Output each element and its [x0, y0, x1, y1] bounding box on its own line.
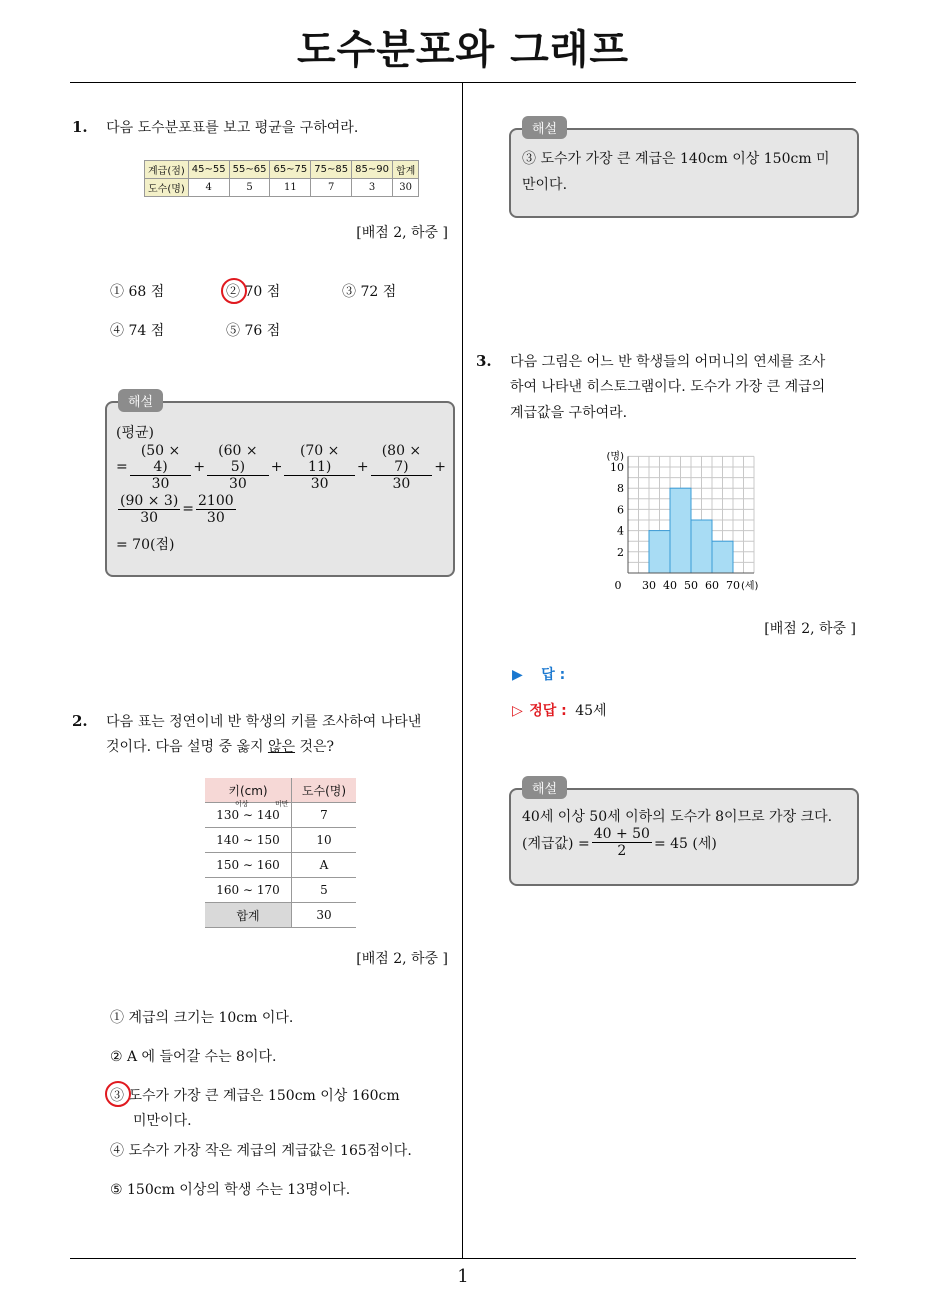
table-row — [145, 179, 419, 197]
correct-value: 45세 — [575, 703, 607, 719]
table-header: 키(cm) — [205, 778, 292, 803]
table-cell: 합계 — [392, 161, 418, 179]
q1-number: 1. — [72, 118, 88, 136]
equals-sign: = — [182, 501, 195, 517]
numerator: (70 × 11) — [284, 443, 354, 476]
x-tick-label: 70 — [726, 579, 740, 592]
table-cell: 4 — [188, 179, 229, 197]
page-title: 도수분포와 그래프 — [296, 27, 630, 73]
top-rule — [70, 82, 856, 83]
q1-solution-content — [116, 422, 446, 554]
x-unit-label: (세) — [741, 581, 759, 592]
table-cell: 7 — [292, 803, 357, 828]
table-cell: 150 ∼ 160 — [205, 853, 292, 878]
table-cell: 7 — [311, 179, 352, 197]
q1-choice-2[interactable]: ② 70 점 — [226, 284, 281, 300]
y-tick-label: 4 — [617, 524, 624, 538]
numerator: (80 × 7) — [371, 443, 433, 476]
q3-solution-tag: 해설 — [522, 776, 567, 799]
x-tick-label: 40 — [663, 579, 677, 592]
denominator: 30 — [151, 475, 170, 492]
table-row — [205, 803, 356, 828]
numerator: (50 × 4) — [130, 443, 192, 476]
solution-equation-line — [116, 488, 446, 530]
fraction — [196, 493, 236, 526]
plus-sign: + — [356, 459, 369, 475]
q3-text-line3: 계급값을 구하여라. — [510, 405, 628, 421]
table-cell: A — [292, 853, 357, 878]
x-tick-label: 60 — [705, 579, 719, 592]
fraction — [592, 826, 652, 859]
small-label: 미만 — [275, 800, 289, 808]
correct-label: 정답 : — [529, 703, 567, 719]
plus-sign: + — [193, 459, 206, 475]
table-cell: 85∼90 — [352, 161, 393, 179]
histogram-bar — [670, 488, 691, 573]
small-label: 이상 — [235, 800, 249, 808]
q1-score: [배점 2, 하중 ] — [356, 225, 448, 241]
q1-question — [72, 116, 358, 139]
fraction — [371, 443, 433, 492]
table-cell: 5 — [292, 878, 357, 903]
q2-choice-2[interactable]: ② A 에 들어갈 수는 8이다. — [110, 1049, 277, 1065]
answer-circle-mark — [105, 1081, 131, 1107]
q2-text-part: 것은? — [295, 739, 335, 755]
q3-solution-line1: 40세 이상 50세 이하의 도수가 8이므로 가장 크다. — [522, 809, 833, 825]
q2-height-table — [205, 778, 356, 928]
table-row — [205, 903, 356, 928]
q2-choice-3-cont: 미만이다. — [133, 1113, 192, 1129]
numerator: (90 × 3) — [120, 492, 179, 509]
table-cell: 도수(명) — [145, 179, 189, 197]
table-cell: 55∼65 — [229, 161, 270, 179]
q2-question-line1 — [72, 710, 421, 733]
q2-choice-5[interactable]: ⑤ 150cm 이상의 학생 수는 13명이다. — [110, 1182, 351, 1198]
q2-number: 2. — [72, 712, 88, 730]
histogram-bar — [712, 541, 733, 573]
page-number: 1 — [457, 1266, 469, 1287]
table-row — [145, 161, 419, 179]
q2-text-part: 것이다. 다음 설명 중 옳지 — [106, 739, 268, 755]
y-tick-label: 6 — [617, 503, 624, 517]
table-cell — [205, 800, 292, 828]
q3-number: 3. — [476, 352, 492, 370]
table-cell: 160 ∼ 170 — [205, 878, 292, 903]
q3-text-line1: 다음 그림은 어느 반 학생들의 어머니의 연세를 조사 — [510, 354, 826, 370]
table-cell: 계급(점) — [145, 161, 189, 179]
q2-solution-box — [509, 128, 859, 218]
denominator: 30 — [140, 509, 159, 526]
correct-answer-row — [512, 700, 607, 720]
q2-question-line2 — [106, 736, 334, 758]
q2-choice-3[interactable]: ③ 도수가 가장 큰 계급은 150cm 이상 160cm — [110, 1088, 400, 1104]
denominator: 30 — [310, 475, 329, 492]
table-cell: 10 — [292, 828, 357, 853]
q2-solution-tag: 해설 — [522, 116, 567, 139]
q3-question-line1 — [476, 350, 825, 373]
q2-score: [배점 2, 하중 ] — [356, 951, 448, 967]
q1-choice-4[interactable]: ④ 74 점 — [110, 323, 165, 339]
q2-solution-line2: 만이다. — [522, 177, 568, 193]
y-tick-label: 2 — [617, 545, 624, 559]
x-tick-label: 0 — [614, 579, 622, 592]
fraction — [284, 443, 354, 492]
cell-text: 130 ∼ 140 — [216, 808, 280, 822]
table-header: 도수(명) — [292, 778, 357, 803]
column-divider — [462, 82, 463, 1259]
y-tick-label: 10 — [610, 461, 624, 474]
denominator: 30 — [206, 509, 225, 526]
plus-sign: + — [270, 459, 283, 475]
table-cell: 140 ∼ 150 — [205, 828, 292, 853]
q2-choice-4[interactable]: ④ 도수가 가장 작은 계급의 계급값은 165점이다. — [110, 1143, 412, 1159]
q1-text: 다음 도수분포표를 보고 평균을 구하여라. — [106, 120, 359, 136]
y-tick-label: 8 — [617, 482, 624, 496]
q3-score: [배점 2, 하중 ] — [764, 621, 856, 637]
outline-arrow-icon: ▷ — [512, 703, 523, 719]
histogram-bar — [649, 531, 670, 573]
table-cell: 65∼75 — [270, 161, 311, 179]
answer-label: 답 : — [541, 667, 566, 683]
denominator: 30 — [228, 475, 247, 492]
q2-text-underlined: 않은 — [267, 739, 296, 755]
equals-sign: = — [116, 459, 128, 475]
q1-frequency-table — [144, 160, 419, 197]
answer-row — [512, 664, 565, 684]
q1-choice-5[interactable]: ⑤ 76 점 — [226, 323, 281, 339]
table-cell: 75∼85 — [311, 161, 352, 179]
table-row — [205, 853, 356, 878]
q2-solution-line1: ③ 도수가 가장 큰 계급은 140cm 이상 150cm 미 — [522, 151, 830, 167]
denominator: 2 — [617, 843, 627, 859]
fraction — [207, 443, 269, 492]
y-unit-label: (명) — [606, 451, 624, 463]
numerator: (60 × 5) — [207, 443, 269, 476]
solution-result: = 70(점) — [116, 537, 175, 553]
table-cell: 3 — [352, 179, 393, 197]
solution-equation-line — [116, 442, 446, 492]
table-row — [205, 828, 356, 853]
table-cell: 합계 — [205, 903, 292, 928]
x-tick-label: 30 — [642, 579, 656, 592]
fraction — [130, 443, 192, 492]
fraction — [118, 493, 180, 526]
q3-text-line2: 하여 나타낸 히스토그램이다. 도수가 가장 큰 계급의 — [510, 379, 826, 395]
table-cell: 45∼55 — [188, 161, 229, 179]
table-row — [205, 878, 356, 903]
q2-text-line1: 다음 표는 정연이네 반 학생의 키를 조사하여 나타낸 — [106, 714, 422, 730]
q1-solution-tag: 해설 — [118, 389, 163, 412]
bottom-rule — [70, 1258, 856, 1259]
q1-choice-1[interactable]: ① 68 점 — [110, 284, 165, 300]
answer-circle-mark — [221, 278, 247, 304]
numerator: 2100 — [198, 492, 234, 509]
numerator: 40 + 50 — [593, 826, 650, 842]
table-cell: 5 — [229, 179, 270, 197]
solution-text: = 45 (세) — [653, 835, 717, 852]
solution-label: (평균) — [116, 425, 154, 441]
table-cell: 30 — [392, 179, 418, 197]
histogram-bar — [691, 520, 712, 573]
solution-text: (계급값) = — [522, 835, 590, 852]
x-tick-label: 50 — [684, 579, 698, 592]
denominator: 30 — [392, 475, 411, 492]
play-arrow-icon: ▶ — [512, 667, 523, 683]
q1-choice-3[interactable]: ③ 72 점 — [342, 284, 397, 300]
table-cell: 11 — [270, 179, 311, 197]
q2-choice-1[interactable]: ① 계급의 크기는 10cm 이다. — [110, 1010, 294, 1026]
plus-sign: + — [434, 459, 446, 475]
histogram-chart — [596, 440, 776, 600]
table-cell: 30 — [292, 903, 357, 928]
q3-solution-line2 — [522, 826, 717, 859]
